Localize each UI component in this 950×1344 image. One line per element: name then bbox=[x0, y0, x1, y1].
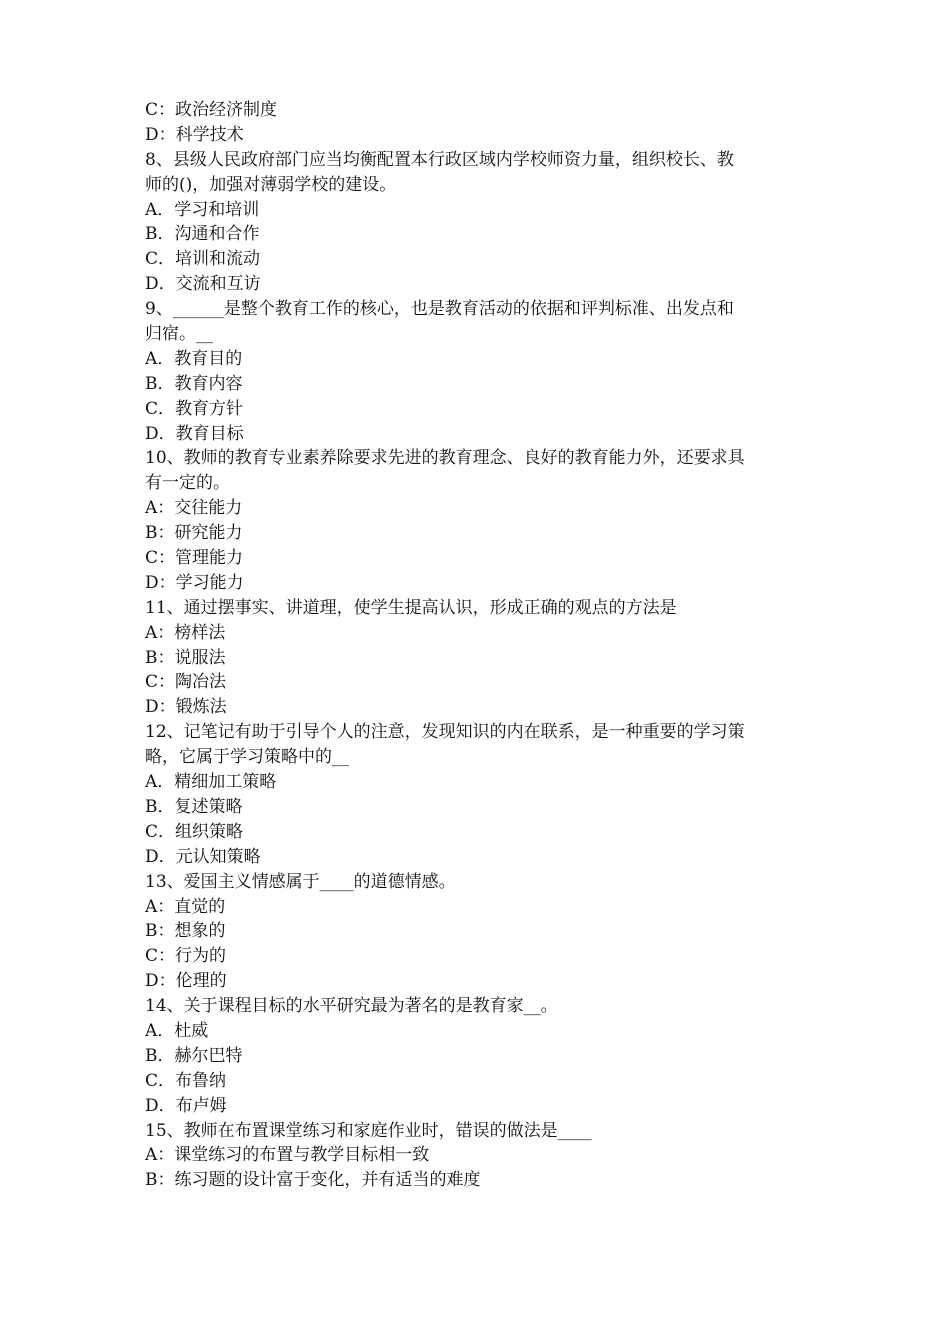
text-line: A：课堂练习的布置与教学目标相一致 bbox=[145, 1145, 430, 1166]
text-line: B．复述策略 bbox=[145, 796, 243, 817]
text-line: C．组织策略 bbox=[145, 821, 244, 842]
text-line: B：练习题的设计富于变化，并有适当的难度 bbox=[145, 1170, 481, 1191]
text-line: C：陶冶法 bbox=[145, 672, 227, 693]
text-line: 13、爱国主义情感属于____的道德情感。 bbox=[145, 871, 456, 892]
text-line: A．教育目的 bbox=[145, 348, 243, 369]
text-line: 12、记笔记有助于引导个人的注意，发现知识的内在联系，是一种重要的学习策 bbox=[145, 722, 745, 743]
text-line: B：说服法 bbox=[145, 647, 226, 668]
text-line: A：交往能力 bbox=[145, 498, 243, 519]
text-line: D：科学技术 bbox=[145, 124, 244, 145]
text-line: C．培训和流动 bbox=[145, 249, 261, 270]
text-line: D．元认知策略 bbox=[145, 846, 261, 867]
document-body bbox=[145, 98, 810, 1193]
text-line: D．交流和互访 bbox=[145, 274, 261, 295]
text-line: B．沟通和合作 bbox=[145, 224, 260, 245]
text-line: 15、教师在布置课堂练习和家庭作业时，错误的做法是____ bbox=[145, 1120, 592, 1141]
text-line: D：学习能力 bbox=[145, 572, 244, 593]
text-line: 9、______是整个教育工作的核心，也是教育活动的依据和评判标准、出发点和 bbox=[145, 299, 734, 320]
text-line: A：榜样法 bbox=[145, 622, 226, 643]
text-line: 14、关于课程目标的水平研究最为著名的是教育家__。 bbox=[145, 996, 558, 1017]
text-line: D．教育目标 bbox=[145, 423, 244, 444]
text-line: 有一定的。 bbox=[145, 473, 230, 494]
text-line: 略，它属于学习策略中的__ bbox=[145, 747, 349, 768]
text-line: D．布卢姆 bbox=[145, 1095, 227, 1116]
text-line: B．赫尔巴特 bbox=[145, 1045, 243, 1066]
text-line: C．布鲁纳 bbox=[145, 1070, 227, 1091]
text-line: B：研究能力 bbox=[145, 523, 243, 544]
text-line: D：伦理的 bbox=[145, 971, 227, 992]
text-line: C：行为的 bbox=[145, 946, 227, 967]
text-line: C：政治经济制度 bbox=[145, 100, 278, 120]
text-line: A：直觉的 bbox=[145, 896, 226, 917]
text-line: A．杜威 bbox=[145, 1020, 209, 1041]
text-line: C．教育方针 bbox=[145, 398, 244, 419]
text-line: 师的()，加强对薄弱学校的建设。 bbox=[145, 174, 397, 195]
text-line: 10、教师的教育专业素养除要求先进的教育理念、良好的教育能力外，还要求具 bbox=[145, 448, 745, 469]
text-line: D：锻炼法 bbox=[145, 697, 227, 718]
text-line: B．教育内容 bbox=[145, 373, 243, 394]
text-line: B：想象的 bbox=[145, 921, 226, 942]
text-line: 8、县级人民政府部门应当均衡配置本行政区域内学校师资力量，组织校长、教 bbox=[145, 149, 734, 170]
text-line: 11、通过摆事实、讲道理，使学生提高认识，形成正确的观点的方法是 bbox=[145, 597, 677, 618]
text-line: C：管理能力 bbox=[145, 548, 244, 569]
text-line: A．精细加工策略 bbox=[145, 772, 277, 793]
text-line: 归宿。__ bbox=[145, 324, 213, 345]
text-line: A．学习和培训 bbox=[145, 199, 260, 220]
